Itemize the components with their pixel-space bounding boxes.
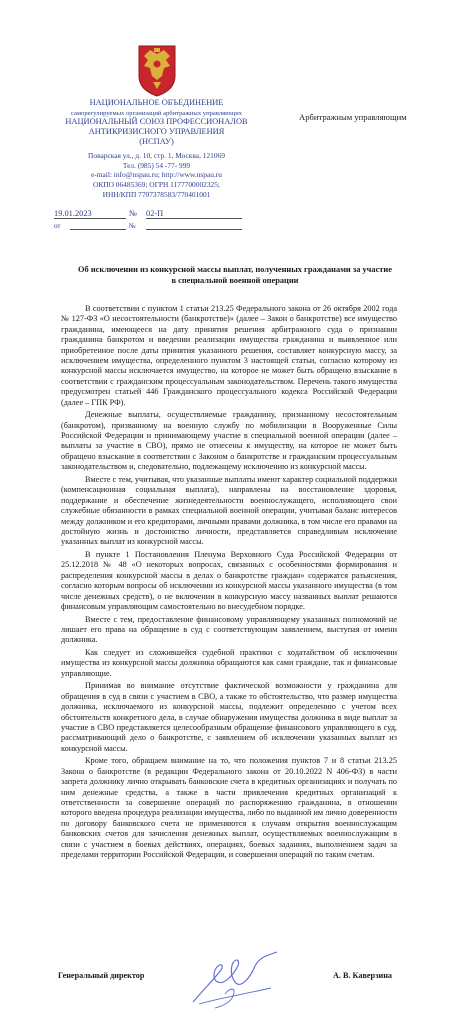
org-name-line1: НАЦИОНАЛЬНОЕ ОБЪЕДИНЕНИЕ <box>89 98 224 107</box>
document-number: 02-П <box>146 209 242 219</box>
org-name-line2: саморегулируемых организаций арбитражных управляющих <box>70 110 243 117</box>
body-paragraph: В пункте 1 Постановления Пленума Верховного Суда Российской Федерации от 25.12.2018 № 48 «О некоторых вопросах, связанных с особенностями формирования и распределения конкурсной массы в делах о банкротстве граждан» содержатся разъяснения, согласно которым вопросы об исключении из конкурсной массы указанного имущества (в том числе денежных средств), о не включении в конкурсную массу названных выплат решаются финансовым управляющим самостоятельно во внесудебном порядке. <box>61 549 397 611</box>
org-name-line3: НАЦИОНАЛЬНЫЙ СОЮЗ ПРОФЕССИОНАЛОВ <box>65 117 248 126</box>
org-inn-kpp: ИНН/КПП 7707378583/770401001 <box>102 189 211 199</box>
body-paragraph: Принимая во внимание отсутствие фактической возможности у гражданина для обращения в суд в связи с участием в СВО, а также то обстоятельство, что размер имущества должника, исключаемого из конкурсной массы, подлежит определению с учетом всех обстоятельств конкретного дела, в случае обнаружения имущества должника в виде выплат за участие в СВО представляется целесообразным обращение финансового управляющего в суд, рассматривающий дело о банкротстве, с заявлением об исключении указанных выплат из конкурсной массы. <box>61 681 397 753</box>
reference-number-label: № <box>129 222 136 230</box>
body-paragraph: Вместе с тем, учитывая, что указанные выплаты имеют характер социальной поддержки (компенсационная социальная выплата), направлены на восстановление здоровья, поддержание и обеспечение жизнедеятельности военнослужащего, исполняющего свои служебные обязанности в рамках специальной военной операции, учитывая баланс интересов между должником и его кредиторами, личными правами должника, в том числе его правами на достойную жизнь и достоинство личности, представляется справедливым исключение указанных выплат из конкурсной массы. <box>61 474 397 547</box>
reference-date-line <box>70 229 126 230</box>
org-name-line4: АНТИКРИЗИСНОГО УПРАВЛЕНИЯ <box>88 127 225 137</box>
coat-of-arms-icon <box>135 42 179 98</box>
org-phone: Тел. (985) 54 -77- 999 <box>122 160 191 170</box>
body-paragraph: Кроме того, обращаем внимание на то, что положения пунктов 7 и 8 статьи 213.25 Закона о банкротстве (в редакции Федерального закона от 20.10.2022 N 406-ФЗ) в части запрета должнику лично открывать банковские счета в кредитных организациях и получать по ним денежные средства, а также в части привлечения кредитных организаций к ответственности за совершение операций по распоряжению гражданина, в отношении которого введена процедура реализации имущества, либо по выданной им лично доверенности по договору банковского счета не применяются к случаям открытия военнослужащим банковских счетов для зачисления денежных выплат, осуществляемых военнослужащим в связи с участием в боевых действиях, операциях, боевых заданиях, выполнением задач за пределами территории Российской Федерации, и совершения операций по таким счетам. <box>61 756 397 860</box>
org-contacts <box>50 151 263 199</box>
document-number-label: № <box>129 209 137 218</box>
signatory-role: Генеральный директор <box>58 971 145 980</box>
body-paragraph: В соответствии с пунктом 1 статьи 213.25 Федерального закона от 26 октября 2002 года № 127-ФЗ «О несостоятельности (банкротстве)» (далее – Закон о банкротстве) все имущество гражданина, имеющееся на дату принятия решения арбитражного суда о признании гражданина банкротом и введении реализации имущества гражданина и выявленное или приобретенное после даты принятия указанного решения, составляет конкурсную массу, за исключением имущества, определенного пунктом 3 настоящей статьи, согласно которому из конкурсной массы исключается имущество, на которое не может быть обращено взыскание в соответствии с гражданским процессуальным законодательством. Перечень такого имущества предусмотрен статьей 446 Гражданского процессуального кодекса Российской Федерации (далее – ГПК РФ). <box>61 304 397 407</box>
org-okpo-ogrn: ОКПО 06485369; ОГРН 1177700002325; <box>93 179 220 189</box>
body-paragraph: Вместе с тем, предоставление финансовому управляющему указанных полномочий не лишает его права на обращение в суд с соответствующим заявлением, выступая от имени должника. <box>61 614 397 645</box>
letter-body <box>61 304 397 863</box>
org-name-line5: (НСПАУ) <box>139 137 174 147</box>
addressee: Арбитражным управляющим <box>299 112 407 122</box>
handwritten-signature <box>185 948 285 1010</box>
body-paragraph: Денежные выплаты, осуществляемые гражданину, признанному несостоятельным (банкротом), призванному на военную службу по мобилизации в Вооруженные Силы Российской Федерации и принимающему участие в специальной военной операции (далее – выплаты за участие в СВО), прямо не отнесены к имуществу, на которое не может быть обращено взыскание в соответствии с Законом о банкротстве и гражданским процессуальным законодательством и, следовательно, подлежащему исключению из конкурсной массы. <box>61 410 397 472</box>
reference-from-label: от <box>54 222 61 230</box>
org-name-block <box>50 117 263 147</box>
letter-subject: Об исключении из конкурсной массы выплат, полученных гражданами за участие в специальной военной операции <box>78 265 392 286</box>
org-address: Поварская ул., д. 10, стр. 1, Москва, 121069 <box>88 151 225 160</box>
document-date: 19.01.2023 <box>54 209 126 219</box>
org-email-web: e-mail: info@nspau.ru; http://www.nspau.ru <box>91 170 222 180</box>
signatory-name: А. В. Каверзина <box>333 971 393 980</box>
body-paragraph: Как следует из сложившейся судебной практики с ходатайством об исключении имущества из конкурсной массы должника обращаются как сами граждане, так и финансовые управляющие. <box>61 647 397 678</box>
reference-number-line <box>146 229 242 230</box>
